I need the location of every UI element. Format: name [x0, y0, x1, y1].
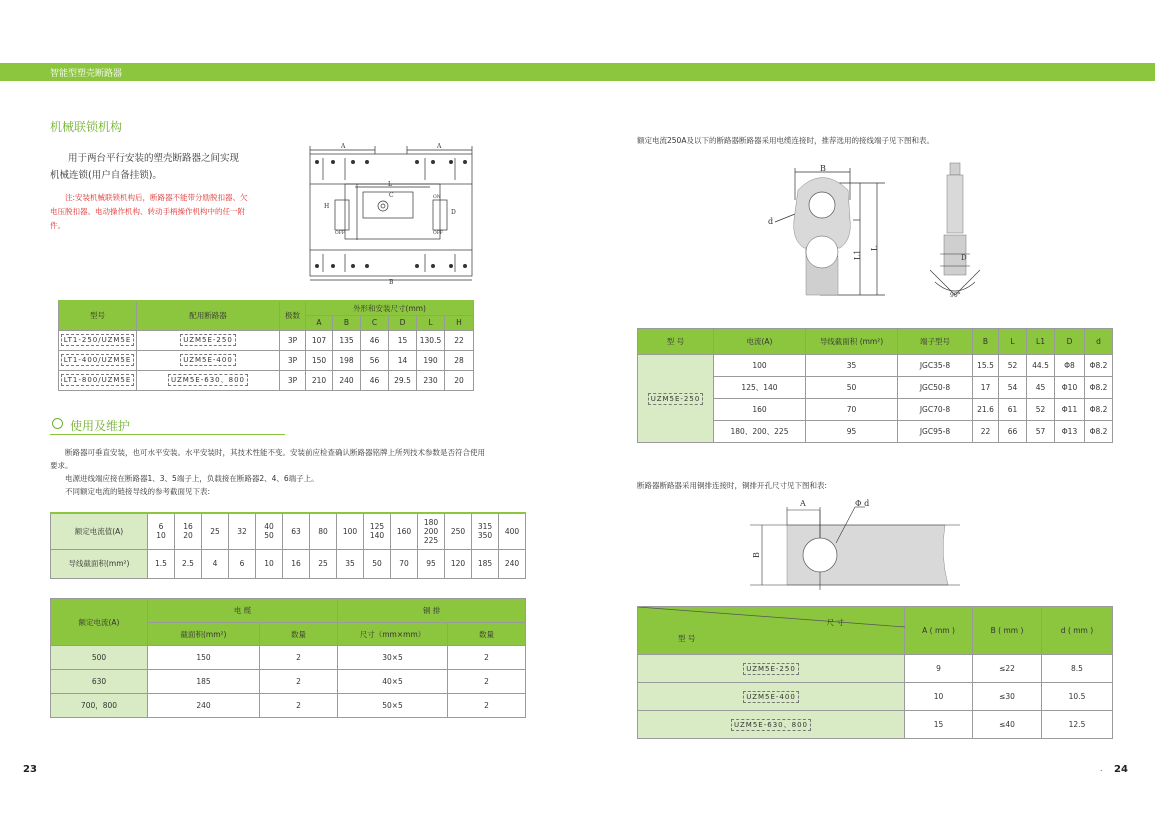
- th-breaker: 配用断路器: [137, 301, 280, 330]
- current-cell: 400: [499, 513, 526, 549]
- cell: 198: [333, 350, 361, 370]
- dim-a1: A: [341, 143, 346, 150]
- th-current: 额定电流(A): [51, 599, 148, 646]
- th-a: A ( mm ): [905, 607, 973, 655]
- th-b: B ( mm ): [973, 607, 1042, 655]
- table-row: UZM5E-250 100 35 JGC35-8 15.5 52 44.5 Φ8 Φ8.2: [638, 355, 1113, 377]
- cell: 240: [333, 370, 361, 390]
- dim-h: H: [324, 203, 330, 210]
- copper-bar-diagram: [740, 495, 970, 595]
- table-row: 125、140 50 JGC50-8 17 54 45 Φ10 Φ8.2: [638, 377, 1113, 399]
- model-code: LT1-250/UZM5E: [61, 334, 135, 346]
- area-cell: 95: [418, 549, 445, 578]
- th-d-upper: D: [1055, 329, 1085, 355]
- current-cell: 250: [445, 513, 472, 549]
- current-cell: 100: [337, 513, 364, 549]
- cable-lug-diagram: [760, 160, 1000, 300]
- cell: 210: [306, 370, 333, 390]
- table-row: 500 150 2 30×5 2: [51, 646, 526, 670]
- cell: 190: [417, 350, 445, 370]
- current-cell: 315 350: [472, 513, 499, 549]
- right-intro-2: 断路器断路器采用铜排连接时，铜排开孔尺寸见下图和表:: [637, 481, 828, 490]
- label-off-left: OFF: [335, 231, 345, 236]
- area-cell: 2.5: [175, 549, 202, 578]
- cell: 130.5: [417, 330, 445, 350]
- current-cell: 16 20: [175, 513, 202, 549]
- th-size: 尺 寸: [826, 618, 844, 627]
- table-row: [59, 350, 474, 370]
- bar-dim-phi: Φ d: [855, 499, 870, 508]
- table-row: [59, 370, 474, 390]
- lug-dim-b: B: [820, 164, 826, 173]
- cell: 3P: [280, 350, 306, 370]
- table-row: UZM5E-400 10 ≤30 10.5: [638, 683, 1113, 711]
- header-title: 智能型塑壳断路器: [50, 69, 123, 79]
- th-l1: L1: [1027, 329, 1055, 355]
- area-cell: 70: [391, 549, 418, 578]
- bar-dim-a: A: [800, 499, 806, 508]
- area-cell: 185: [472, 549, 499, 578]
- cell: 14: [389, 350, 417, 370]
- area-cell: 1.5: [148, 549, 175, 578]
- model-code: UZM5E-250: [743, 663, 799, 675]
- th-h: H: [445, 315, 474, 330]
- circle-bullet-icon: [52, 418, 63, 429]
- th-copper: 铜 排: [338, 599, 526, 623]
- usage-para-1a: 断路器可垂直安装，也可水平安装。水平安装时，其技术性能不变。安装前应检查确认断路器铭牌上所列技术参数是否符合使用: [65, 448, 485, 457]
- lug-dim-d2: D: [961, 254, 967, 262]
- area-cell: 16: [283, 549, 310, 578]
- cell: 56: [361, 350, 389, 370]
- interlock-spec-table: [58, 300, 474, 391]
- dim-b: B: [389, 279, 394, 286]
- cell: 29.5: [389, 370, 417, 390]
- cell: 15: [389, 330, 417, 350]
- th-size: 尺寸（mm×mm）: [338, 623, 448, 646]
- current-cell: 63: [283, 513, 310, 549]
- current-cell: 125 140: [364, 513, 391, 549]
- current-cell: 6 10: [148, 513, 175, 549]
- usage-para-2: 电源进线端应接在断路器1、3、5端子上，负载接在断路器2、4、6端子上。: [65, 474, 319, 483]
- usage-para-1b: 要求。: [50, 461, 73, 470]
- cell: 3P: [280, 370, 306, 390]
- th-area: 截面积(mm²): [148, 623, 260, 646]
- th-cable: 电 缆: [148, 599, 338, 623]
- cable-lug-table: [637, 328, 1113, 443]
- bar-dim-b: B: [752, 552, 761, 558]
- interlock-note-2: 电压脱扣器、电动操作机构、转动手柄操作机构中的任一附: [50, 207, 245, 216]
- th-model: 型号: [59, 301, 137, 330]
- cell: 22: [445, 330, 474, 350]
- current-cell: 40 50: [256, 513, 283, 549]
- th-d: d ( mm ): [1042, 607, 1113, 655]
- model-code: UZM5E-400: [743, 691, 799, 703]
- cell: 3P: [280, 330, 306, 350]
- right-intro-1: 额定电流250A及以下的断路器断路器采用电缆连接时，推荐选用的接线端子见下图和表。: [637, 136, 934, 145]
- label-area: 导线截面积(mm²): [51, 549, 148, 578]
- model-code: UZM5E-250: [648, 393, 704, 405]
- th-b: B: [973, 329, 999, 355]
- lug-dim-d: d: [768, 217, 774, 226]
- wire-area-table: [50, 512, 526, 579]
- table-row: UZM5E-250 9 ≤22 8.5: [638, 655, 1113, 683]
- usage-para-3: 不同额定电流的链接导线的参考截面见下表:: [65, 487, 211, 496]
- area-cell: 240: [499, 549, 526, 578]
- current-cell: 25: [202, 513, 229, 549]
- table-row: 630 185 2 40×5 2: [51, 670, 526, 694]
- header-bar: [0, 63, 1155, 81]
- th-l: L: [999, 329, 1027, 355]
- section-underline: [50, 434, 285, 435]
- cable-copper-table: [50, 598, 526, 718]
- current-cell: 160: [391, 513, 418, 549]
- breaker-code: UZM5E-400: [180, 354, 236, 366]
- footer-dot: .: [1100, 764, 1103, 773]
- lug-dim-l1: L1: [853, 249, 862, 260]
- th-current: 电流(A): [714, 329, 806, 355]
- table-row: [59, 330, 474, 350]
- th-qty2: 数量: [448, 623, 526, 646]
- model-code: LT1-400/UZM5E: [61, 354, 135, 366]
- current-cell: 180 200 225: [418, 513, 445, 549]
- th-model: 型 号: [638, 329, 714, 355]
- cell: 28: [445, 350, 474, 370]
- interlock-note-1: 注:安装机械联锁机构后，断路器不能带分励脱扣器、欠: [65, 193, 248, 202]
- label-off-right: OFF: [433, 231, 443, 236]
- area-cell: 25: [310, 549, 337, 578]
- current-cell: 32: [229, 513, 256, 549]
- th-dims: 外形和安装尺寸(mm): [306, 301, 474, 315]
- page-number-right: 24: [1114, 764, 1128, 775]
- th-diagonal: [638, 607, 905, 655]
- section-title-interlock: 机械联锁机构: [50, 120, 123, 134]
- diagonal-line: [638, 607, 905, 655]
- model-code: LT1-800/UZM5E: [61, 374, 135, 386]
- section-title-usage: 使用及维护: [70, 419, 131, 433]
- breaker-code: UZM5E-250: [180, 334, 236, 346]
- th-qty1: 数量: [260, 623, 338, 646]
- dim-c: C: [389, 192, 394, 199]
- area-cell: 6: [229, 549, 256, 578]
- label-on-right: ON: [433, 195, 441, 200]
- current-cell: 80: [310, 513, 337, 549]
- model-code: UZM5E-630、800: [731, 719, 811, 731]
- th-l: L: [417, 315, 445, 330]
- th-b: B: [333, 315, 361, 330]
- interlock-diagram: [305, 142, 475, 287]
- cell: 46: [361, 370, 389, 390]
- copper-bar-table: [637, 606, 1113, 739]
- cell: 150: [306, 350, 333, 370]
- cell: 107: [306, 330, 333, 350]
- interlock-para-1: 用于两台平行安装的塑壳断路器之间实现: [68, 153, 240, 164]
- area-cell: 50: [364, 549, 391, 578]
- table-row: 160 70 JGC70-8 21.6 61 52 Φ11 Φ8.2: [638, 399, 1113, 421]
- th-poles: 极数: [280, 301, 306, 330]
- cell: 230: [417, 370, 445, 390]
- area-cell: 4: [202, 549, 229, 578]
- breaker-code: UZM5E-630、800: [168, 374, 248, 386]
- label-current: 额定电流值(A): [51, 513, 148, 549]
- lug-angle: 90°: [950, 292, 961, 299]
- th-model: 型 号: [678, 634, 696, 643]
- interlock-para-2: 机械连锁(用户自备挂锁)。: [50, 170, 162, 181]
- interlock-note-3: 件。: [50, 221, 65, 230]
- cell: 135: [333, 330, 361, 350]
- page-number-left: 23: [23, 764, 37, 775]
- th-lug-type: 端子型号: [898, 329, 973, 355]
- th-area: 导线截面积 (mm²): [806, 329, 898, 355]
- area-cell: 35: [337, 549, 364, 578]
- table-row: 700，800 240 2 50×5 2: [51, 694, 526, 718]
- table-row: UZM5E-630、800 15 ≤40 12.5: [638, 711, 1113, 739]
- th-a: A: [306, 315, 333, 330]
- area-cell: 10: [256, 549, 283, 578]
- dim-a2: A: [437, 143, 442, 150]
- lug-dim-l: L: [870, 245, 879, 251]
- dim-l: L: [388, 181, 392, 188]
- cell: 46: [361, 330, 389, 350]
- dim-d: D: [451, 209, 456, 216]
- table-row: 180、200、225 95 JGC95-8 22 66 57 Φ13 Φ8.2: [638, 421, 1113, 443]
- area-cell: 120: [445, 549, 472, 578]
- th-d-lower: d: [1085, 329, 1113, 355]
- th-d: D: [389, 315, 417, 330]
- th-c: C: [361, 315, 389, 330]
- cell: 20: [445, 370, 474, 390]
